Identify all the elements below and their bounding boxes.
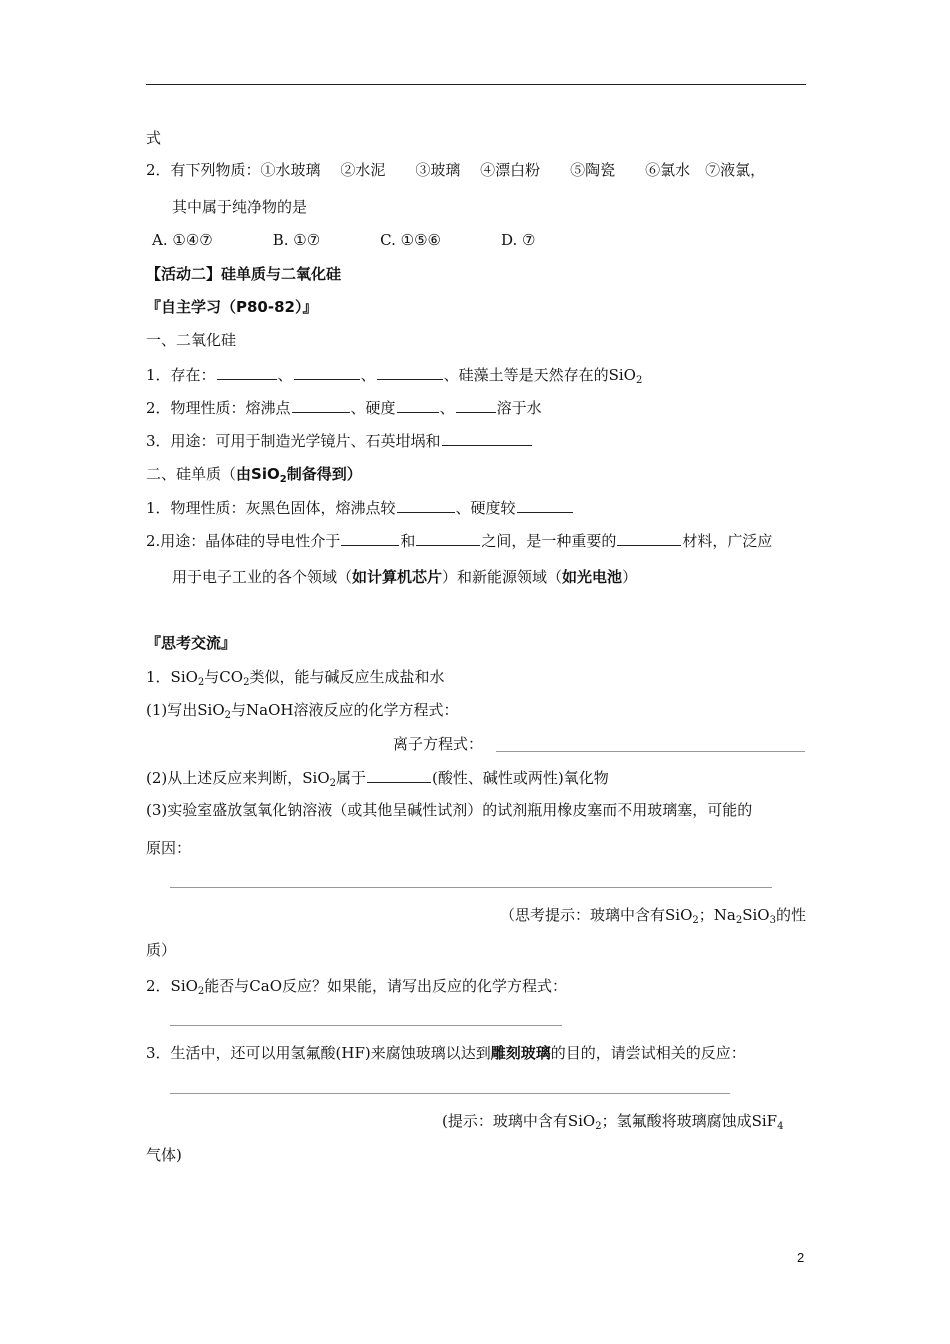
blank-field[interactable] (397, 497, 455, 513)
blank-field[interactable] (517, 497, 573, 513)
think-title: 『思考交流』 (146, 634, 237, 652)
think-q1-3: (3)实验室盛放氢氧化钠溶液（或其他呈碱性试剂）的试剂瓶用橡皮塞而不用玻璃塞，可能的 (146, 801, 753, 819)
blank-field[interactable] (377, 364, 443, 380)
si-physical: 1．物理性质：灰黑色固体，熔沸点较 、硬度较 (146, 497, 574, 518)
self-study-title: 『自主学习（P80-82）』 (146, 298, 318, 316)
think-q1: 1．SiO$_2$与$CO_2$类似，能与碱反应生成盐和水 (146, 668, 445, 688)
sio2-heading: 一、二氧化硅 (146, 331, 237, 349)
continued-text: 式 (146, 129, 162, 147)
hint-2: (提示：玻璃中含有SiO$_2$；氢氟酸将玻璃腐蚀成SiF$_4$ (442, 1112, 784, 1132)
hint-1-cont: 质） (146, 941, 177, 959)
ion-equation-answer-line[interactable] (496, 751, 805, 752)
question-2-text-cont: 其中属于纯净物的是 (172, 198, 308, 216)
blank-field[interactable] (367, 767, 431, 783)
blank-field[interactable] (397, 397, 439, 413)
hint-1: （思考提示：玻璃中含有SiO$_2$；$Na_2SiO_3$的性 (500, 906, 806, 926)
blank-field[interactable] (217, 364, 277, 380)
activity-2-title: 【活动二】硅单质与二氧化硅 (146, 265, 342, 283)
blank-field[interactable] (442, 430, 532, 446)
blank-field[interactable] (617, 530, 681, 546)
think-q3: 3．生活中，还可以用氢氟酸(HF)来腐蚀玻璃以达到雕刻玻璃的目的，请尝试相关的反应： (146, 1044, 746, 1062)
sio2-physical: 2．物理性质：熔沸点 、硬度 、 溶于水 (146, 399, 542, 417)
sio2-existence: 1．存在： 、 、 、硅藻土等是天然存在的SiO$_2$ (146, 366, 643, 386)
hint-2-cont: 气体) (146, 1146, 182, 1164)
blank-field[interactable] (294, 364, 360, 380)
think-q1-1: (1)写出SiO$_2$与NaOH溶液反应的化学方程式： (146, 701, 459, 721)
ion-equation-label: 离子方程式： (393, 735, 484, 753)
si-heading: 二、硅单质（由SiO$_2$制备得到） (146, 465, 362, 485)
blank-field[interactable] (292, 397, 350, 413)
blank-field[interactable] (456, 397, 496, 413)
page-number: 2 (797, 1250, 805, 1265)
answer-line[interactable] (170, 887, 772, 888)
si-use-cont: 用于电子工业的各个领域（如计算机芯片）和新能源领域（如光电池） (172, 568, 638, 586)
header-rule (146, 84, 806, 85)
think-q1-3-reason: 原因： (146, 839, 192, 857)
question-2-options: A. ①④⑦ B. ①⑦ C. ①⑤⑥ D. ⑦ (152, 231, 536, 249)
blank-field[interactable] (341, 530, 399, 546)
blank-field[interactable] (416, 530, 480, 546)
think-q1-2: (2)从上述反应来判断，SiO$_2$属于 (酸性、碱性或两性)氧化物 (146, 769, 609, 789)
si-use: 2.用途：晶体硅的导电性介于 和 之间，是一种重要的 材料，广泛应 (146, 532, 773, 550)
sio2-use: 3．用途：可用于制造光学镜片、石英坩埚和 (146, 430, 533, 451)
answer-line[interactable] (170, 1093, 730, 1094)
answer-line[interactable] (170, 1025, 562, 1026)
question-2-text: 2．有下列物质：①水玻璃 ②水泥 ③玻璃 ④漂白粉 ⑤陶瓷 ⑥氯水 ⑦液氯， (146, 161, 766, 179)
think-q2: 2．SiO$_2$能否与CaO反应？如果能，请写出反应的化学方程式： (146, 977, 568, 997)
